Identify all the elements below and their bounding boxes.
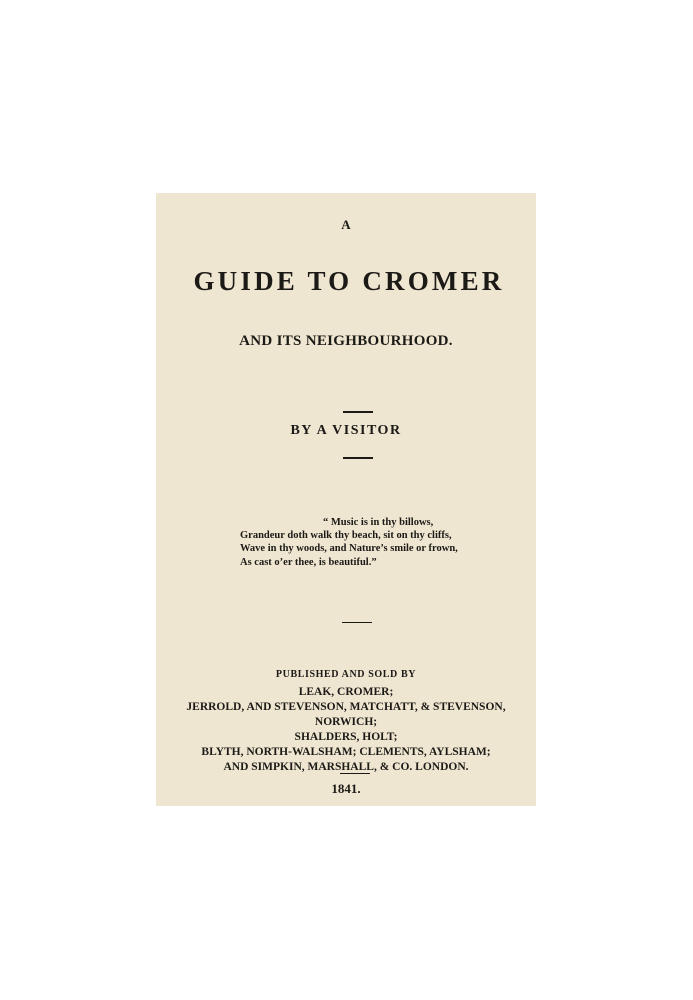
title-page	[156, 193, 536, 806]
title-article: A	[341, 217, 351, 232]
imprint-line: BLYTH, NORTH-WALSHAM; CLEMENTS, AYLSHAM;	[201, 746, 491, 758]
page-title: GUIDE TO CROMER	[193, 266, 505, 296]
epigraph-line: As cast o’er thee, is beautiful.”	[240, 556, 377, 568]
imprint-line: SHALDERS, HOLT;	[294, 731, 398, 743]
imprint-line: LEAK, CROMER;	[298, 686, 394, 698]
divider	[343, 411, 373, 413]
publication-year: 1841.	[331, 781, 361, 796]
author-line: BY A VISITOR	[290, 423, 402, 438]
imprint-line: AND SIMPKIN, MARSHALL, & CO. LONDON.	[223, 761, 469, 773]
epigraph-line: Grandeur doth walk thy beach, sit on thy cliffs,	[240, 530, 452, 542]
imprint	[156, 685, 536, 775]
publisher-intro: PUBLISHED AND SOLD BY	[275, 669, 417, 680]
divider	[340, 773, 370, 774]
epigraph-line: “ Music is in thy billows,	[323, 517, 434, 528]
imprint-line: JERROLD, AND STEVENSON, MATCHATT, & STEVENSON,	[186, 701, 506, 713]
epigraph	[240, 516, 458, 569]
epigraph-line: Wave in thy woods, and Nature’s smile or frown,	[240, 543, 458, 555]
subtitle: AND ITS NEIGHBOURHOOD.	[239, 333, 453, 349]
imprint-line: NORWICH;	[314, 716, 378, 728]
divider	[343, 457, 373, 459]
ornamental-divider	[342, 622, 372, 623]
